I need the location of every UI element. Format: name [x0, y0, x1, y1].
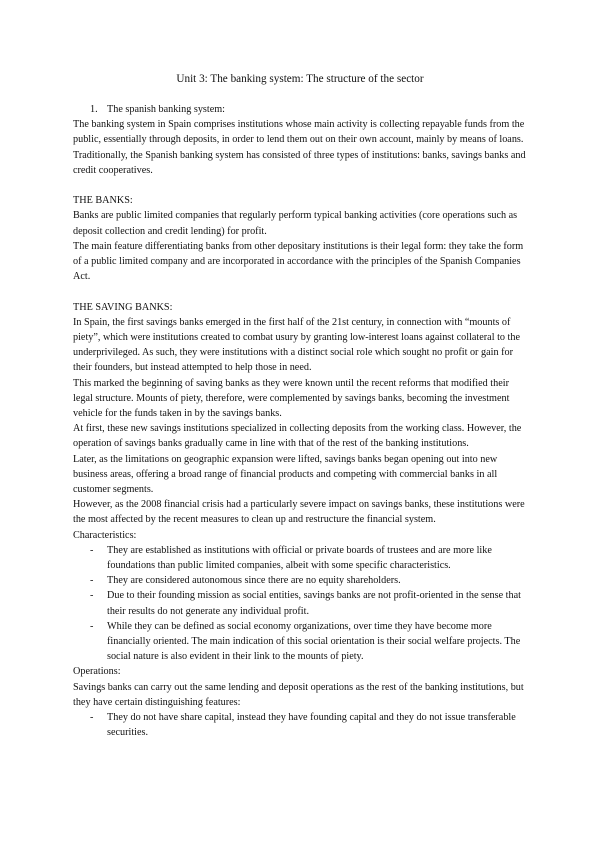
- paragraph: Savings banks can carry out the same lending and deposit operations as the rest of the banking institutions, but they have certain distinguishing features:: [73, 681, 524, 708]
- list-item: - Due to their founding mission as social entities, savings banks are not profit-oriented in the sense that their results do not generate any individual profit.: [90, 590, 521, 617]
- list-item: - They are considered autonomous since there are no equity shareholders.: [73, 573, 529, 588]
- paragraph: The banking system in Spain comprises institutions whose main activity is collecting repayable funds from the public, essentially through deposits, in order to lend them out on their own account, mainly by means of loans.: [73, 119, 525, 146]
- dash-bullet-icon: -: [90, 544, 94, 556]
- dash-bullet-icon: -: [90, 590, 94, 602]
- dash-bullet-icon: -: [90, 620, 94, 632]
- saving-banks-heading: THE SAVING BANKS:: [73, 301, 173, 313]
- section-heading-spanish-banking: [73, 102, 529, 117]
- paragraph: Banks are public limited companies that regularly perform typical banking activities (core operations such as deposit collection and credit lending) for profit.: [73, 210, 518, 237]
- list-item: - They do not have share capital, instead they have founding capital and they do not issue transferable securities.: [90, 712, 516, 739]
- paragraph: Traditionally, the Spanish banking system has consisted of three types of institutions: banks, savings banks and credit cooperatives.: [73, 149, 526, 176]
- section-heading-text: The spanish banking system:: [107, 104, 225, 115]
- paragraph: However, as the 2008 financial crisis had a particularly severe impact on savings banks, these institutions were the most affected by the recent measures to clean up and restructure the financial system.: [73, 499, 525, 526]
- paragraph: The main feature differentiating banks from other depositary institutions is their legal form: they take the form of a public limited company and are incorporated in accordance with the principles of the Spanish Companies Act.: [73, 240, 524, 283]
- paragraph: Later, as the limitations on geographic expansion were lifted, savings banks began opening out into new business areas, offering a broad range of financial products and competing with commercial banks in all customer segments.: [73, 453, 498, 496]
- operations-heading: Operations:: [73, 666, 121, 678]
- paragraph: At first, these new savings institutions specialized in collecting deposits from the working class. However, the operation of savings banks gradually came in line with that of the rest of the banking institutions.: [73, 423, 522, 450]
- document-body: [73, 102, 529, 741]
- characteristics-list: [73, 543, 529, 665]
- paragraph: This marked the beginning of saving banks as they were known until the recent reforms that modified their legal structure. Mounts of piety, therefore, were complemented by savings banks, becoming the investment vehicle for the funds taken in by the savings banks.: [73, 377, 510, 420]
- dash-bullet-icon: -: [90, 712, 94, 724]
- list-item: - They are established as institutions with official or private boards of trustees and are more like foundations than public limited companies, albeit with some specific characteristics.: [90, 544, 492, 572]
- characteristics-heading: Characteristics:: [73, 529, 137, 541]
- list-item: - While they can be defined as social economy organizations, over time they have become more financially oriented. The main indication of this social orientation is their social welfare projects. The social nature is also evident in their link to the mounts of piety.: [90, 620, 521, 663]
- document-title: Unit 3: The banking system: The structure of the sector: [176, 73, 424, 85]
- banks-heading: THE BANKS:: [73, 195, 133, 207]
- section-number: 1.: [90, 104, 98, 115]
- operations-list: [73, 710, 529, 740]
- paragraph: In Spain, the first savings banks emerged in the first half of the 21st century, in connection with “mounts of piety”, which were institutions created to combat usury by granting low-interest loans against collateral to the underprivileged. As such, they were institutions with a distinct social role which sought no profit or gain for their founders, but instead attempted to help those in need.: [73, 316, 520, 374]
- dash-bullet-icon: -: [90, 575, 94, 587]
